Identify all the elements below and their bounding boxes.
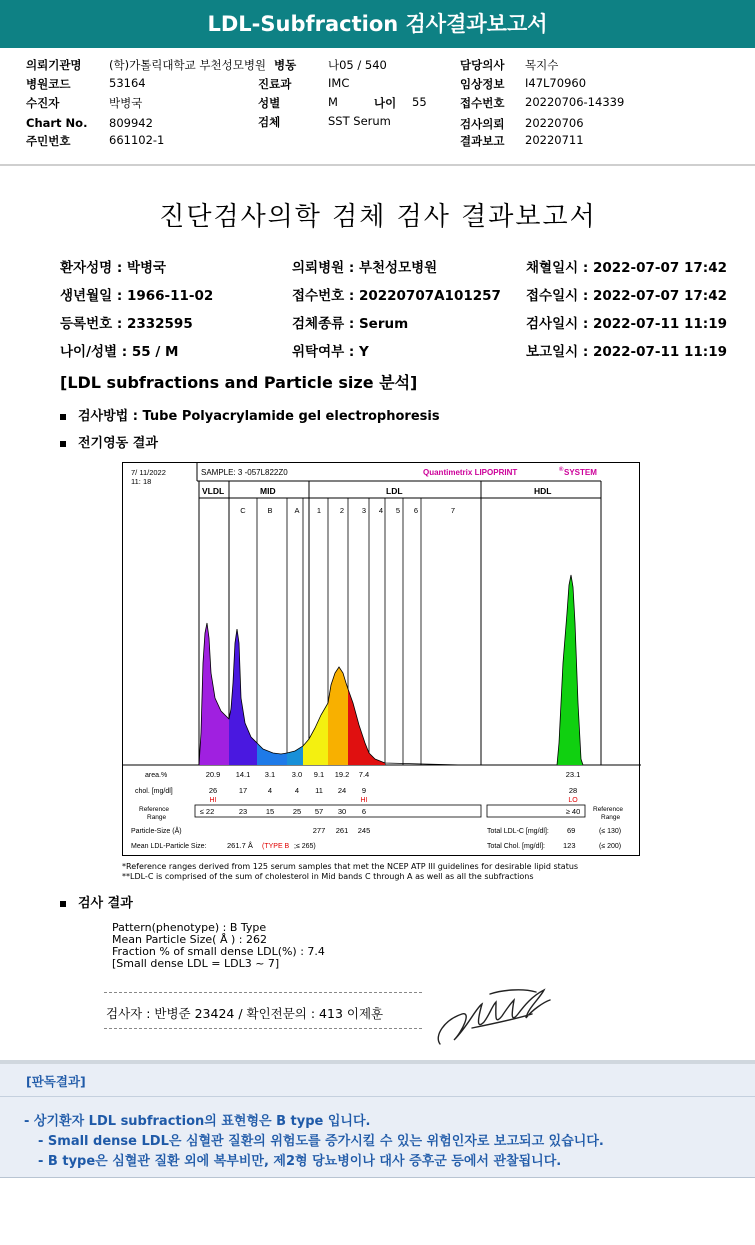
result-sdldl-def: [Small dense LDL = LDL3 ~ 7] <box>112 957 280 970</box>
result-block <box>112 922 325 970</box>
chart-band-label: 3 <box>361 506 367 515</box>
result-heading: 검사 결과 <box>60 892 133 911</box>
info-value-dept: IMC <box>328 76 350 90</box>
chart-area-value: 20.9 <box>205 770 221 779</box>
info-label-clinical: 임상정보 <box>460 77 505 91</box>
scanned-report <box>28 170 728 1058</box>
chart-total-chol-value: 123 <box>563 841 576 850</box>
chart-ref-label-right: Range <box>601 814 621 821</box>
info-label-sex: 성별 <box>258 96 281 110</box>
chart-ref-value: 30 <box>337 807 347 816</box>
chart-system-suffix: SYSTEM <box>564 468 597 477</box>
interpretation-line: - Small dense LDL은 심혈관 질환의 위험도를 증가시킬 수 있는 위험인자로 보고되고 있습니다. <box>38 1134 604 1149</box>
info-value-chart: 809942 <box>109 116 153 130</box>
chart-ref-value: ≤ 22 <box>199 807 215 816</box>
divider <box>0 1096 755 1097</box>
chart-sample: SAMPLE: 3 -057L822Z0 <box>201 468 288 477</box>
chart-chol-value: 17 <box>238 786 248 795</box>
chart-total-ldl-label: Total LDL-C [mg/dl]: <box>487 828 549 835</box>
chart-band-label: A <box>294 506 300 515</box>
chart-ref-label: Reference <box>139 806 169 813</box>
chart-group-vldl: VLDL <box>202 486 225 496</box>
info-value-id: 661102-1 <box>109 133 165 147</box>
method-line: 검사방법 : Tube Polyacrylamide gel electrophoresis <box>60 405 440 424</box>
report-test-time: 검사일시 : 2022-07-11 11:19 <box>526 316 727 332</box>
footnote-line: **LDL-C is comprised of the sum of cholesterol in Mid bands C through A as well as all the subfractions <box>122 872 534 881</box>
chart-chol-value: 26 <box>208 786 218 795</box>
report-reg-no: 등록번호 : 2332595 <box>60 316 193 332</box>
chart-band-label: C <box>240 506 246 515</box>
info-label-age: 나이 <box>374 96 397 110</box>
report-consign: 위탁여부 : Y <box>292 344 369 360</box>
chart-mean-tail: ;≤ 265) <box>294 843 316 850</box>
info-label-hospital: 의뢰기관명 <box>26 58 82 72</box>
report-hospital: 의뢰병원 : 부천성모병원 <box>292 260 438 276</box>
patient-info-panel <box>0 52 755 162</box>
chart-fraction-ldl2 <box>328 667 348 765</box>
info-value-receipt: 20220706-14339 <box>525 95 625 109</box>
info-label-receipt: 접수번호 <box>460 96 505 110</box>
divider <box>104 1028 422 1029</box>
info-label-chart: Chart No. <box>26 116 88 130</box>
report-receipt-time: 접수일시 : 2022-07-07 17:42 <box>526 288 727 304</box>
chart-band-label: 5 <box>395 506 401 515</box>
info-label-code: 병원코드 <box>26 77 71 91</box>
chart-fraction-ldl3 <box>348 689 369 765</box>
report-header-title: LDL-Subfraction 검사결과보고서 <box>0 0 755 48</box>
section-title: [LDL subfractions and Particle size 분석] <box>60 373 418 392</box>
interpretation-line: - 상기환자 LDL subfraction의 표현형은 B type 입니다. <box>24 1114 371 1129</box>
chart-chol-value: 4 <box>294 786 300 795</box>
chart-row-label-chol: chol. [mg/dl] <box>135 788 173 795</box>
chart-particle-value: 277 <box>312 826 326 835</box>
chart-band-label: 1 <box>316 506 322 515</box>
info-value-specimen: SST Serum <box>328 114 391 128</box>
chart-total-chol-label: Total Chol. [mg/dl]: <box>487 843 545 850</box>
chart-group-hdl: HDL <box>534 486 552 496</box>
chart-group-ldl: LDL <box>386 486 403 496</box>
chart-row-label-area: area.% <box>145 772 168 779</box>
chart-mean-label: Mean LDL-Particle Size: <box>131 843 207 850</box>
chart-fraction-a <box>287 746 303 765</box>
chart-ref-value: 57 <box>314 807 324 816</box>
report-patient-name: 환자성명 : 박병국 <box>60 260 167 276</box>
chart-band-label: 7 <box>450 506 456 515</box>
electrophoresis-chart <box>122 462 640 856</box>
info-label-id: 주민번호 <box>26 134 71 148</box>
chart-band-label: B <box>267 506 273 515</box>
interpretation-heading: [판독결과] <box>26 1074 86 1089</box>
examiner-line: 검사자 : 반병준 23424 / 확인전문의 : 413 이제훈 <box>106 1006 384 1021</box>
chart-band-label: 4 <box>378 506 384 515</box>
chart-flag-lo: LO <box>568 797 578 804</box>
report-receipt-no: 접수번호 : 20220707A101257 <box>292 288 501 304</box>
info-value-result: 20220711 <box>525 133 584 147</box>
chart-ref-value: 15 <box>265 807 275 816</box>
result-mean-size: Mean Particle Size( Å ) : 262 <box>112 933 267 946</box>
interpretation-line: - B type은 심혈관 질환 외에 복부비만, 제2형 당뇨병이나 대사 증후군 등에서 관찰됩니다. <box>38 1154 562 1169</box>
footnote-line: *Reference ranges derived from 125 serum samples that met the NCEP ATP III guidelines for desirable lipid status <box>122 862 579 871</box>
divider <box>0 164 755 166</box>
report-specimen: 검체종류 : Serum <box>292 316 409 332</box>
chart-ref-value: 6 <box>361 807 367 816</box>
info-value-patient: 박병국 <box>109 96 143 110</box>
report-birth: 생년월일 : 1966-11-02 <box>60 288 214 304</box>
chart-ref-label-right: Reference <box>593 806 623 813</box>
chart-total-ldl-value: 69 <box>567 826 576 835</box>
divider <box>104 992 422 993</box>
chart-chol-value: 9 <box>361 786 367 795</box>
chart-system-name: Quantimetrix LIPOPRINT <box>423 468 518 477</box>
chart-area-value: 3.1 <box>264 770 276 779</box>
info-value-age: 55 <box>412 95 427 109</box>
chart-ref-label: Range <box>147 814 167 821</box>
info-label-specimen: 검체 <box>258 115 281 129</box>
info-value-hospital: (학)가톨릭대학교 부천성모병원 <box>109 58 267 72</box>
chart-chol-value: 11 <box>315 786 323 795</box>
info-value-request: 20220706 <box>525 116 584 130</box>
report-age-sex: 나이/성별 : 55 / M <box>60 344 179 360</box>
chart-area-value: 23.1 <box>565 770 581 779</box>
info-label-doctor: 담당의사 <box>460 58 505 72</box>
chart-fraction-hdl <box>557 575 583 765</box>
chart-particle-value: 245 <box>357 826 371 835</box>
chart-particle-label: Particle-Size (Å) <box>131 828 182 835</box>
electrophoresis-heading: 전기영동 결과 <box>60 432 158 451</box>
chart-date: 7/ 11/2022 <box>131 468 166 477</box>
chart-system-mark: ® <box>559 467 564 473</box>
chart-footnotes <box>122 862 578 882</box>
chart-fraction-c <box>229 629 257 765</box>
info-label-request: 검사의뢰 <box>460 117 505 131</box>
report-collect-time: 채혈일시 : 2022-07-07 17:42 <box>526 260 727 276</box>
info-value-ward: 나05 / 540 <box>328 58 387 72</box>
chart-total-ldl-ref: (≤ 130) <box>599 828 622 835</box>
result-fraction: Fraction % of small dense LDL(%) : 7.4 <box>112 945 325 958</box>
chart-ref-value: 23 <box>238 807 248 816</box>
info-value-sex: M <box>328 95 338 109</box>
chart-chol-value: 4 <box>267 786 273 795</box>
info-label-patient: 수진자 <box>26 96 60 110</box>
chart-band-label: 6 <box>413 506 419 515</box>
chart-area-value: 9.1 <box>313 770 325 779</box>
info-value-doctor: 목지수 <box>525 58 559 72</box>
chart-total-chol-ref: (≤ 200) <box>599 843 622 850</box>
chart-area-value: 7.4 <box>358 770 370 779</box>
chart-flag-hi: HI <box>360 797 368 804</box>
chart-chol-value: 28 <box>568 786 578 795</box>
chart-time: 11: 18 <box>131 477 152 486</box>
chart-area-value: 14.1 <box>235 770 251 779</box>
info-value-clinical: I47L70960 <box>525 76 587 90</box>
chart-band-label: 2 <box>339 506 345 515</box>
info-label-dept: 진료과 <box>258 77 292 91</box>
handwritten-signature <box>432 984 562 1050</box>
chart-area-value: 19.2 <box>334 770 350 779</box>
report-title: 진단검사의학 검체 검사 결과보고서 <box>159 202 597 232</box>
report-report-time: 보고일시 : 2022-07-11 11:19 <box>526 344 727 360</box>
chart-ref-value: 25 <box>292 807 302 816</box>
chart-flag-hi: HI <box>209 797 217 804</box>
info-label-result: 결과보고 <box>460 134 505 148</box>
chart-fraction-ldl1 <box>303 703 328 765</box>
interpretation-panel <box>0 1064 755 1178</box>
chart-fraction-ldl3 <box>369 753 385 765</box>
info-value-code: 53164 <box>109 76 146 90</box>
chart-particle-value: 261 <box>335 826 349 835</box>
chart-group-mid: MID <box>260 486 276 496</box>
lipoprint-chart-svg <box>123 463 641 857</box>
chart-area-value: 3.0 <box>291 770 303 779</box>
result-pattern: Pattern(phenotype) : B Type <box>112 921 267 934</box>
chart-mean-value: 261.7 Å <box>227 841 253 850</box>
chart-mean-type: (TYPE B <box>262 843 290 850</box>
chart-chol-value: 24 <box>337 786 347 795</box>
info-label-ward: 병동 <box>274 58 297 72</box>
chart-ref-value: ≥ 40 <box>565 807 581 816</box>
